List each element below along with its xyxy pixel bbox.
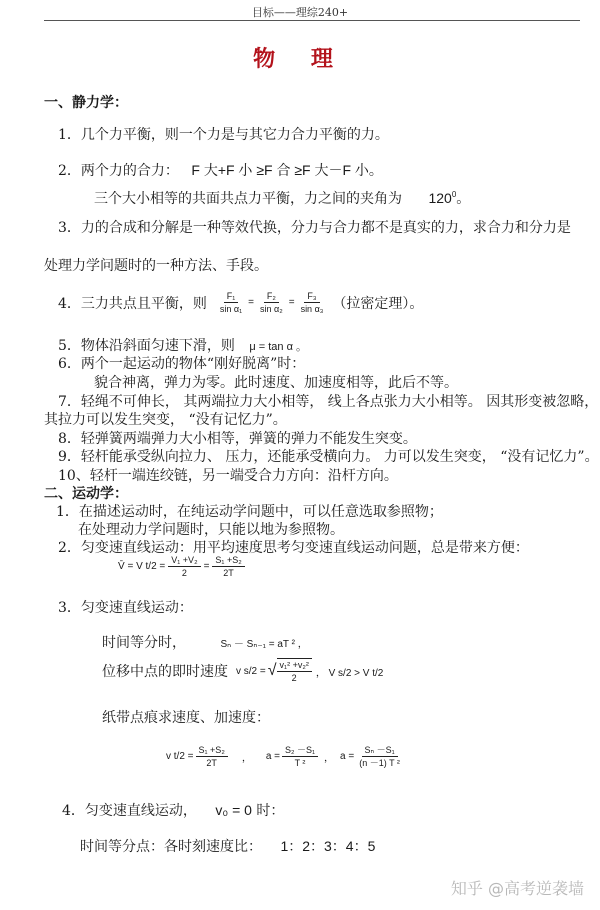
midpoint-rhs: ， V s/2 > V t/2 (315, 667, 384, 679)
avg-velocity-frac-1 (168, 554, 200, 579)
kinematics-item-1: 1．在描述运动时，在纯运动学问题中，可以任意选取参照物； (56, 504, 443, 520)
frac-num: S₂ －S₁ (282, 744, 318, 757)
separator: ， (241, 753, 252, 764)
watermark: 知乎 @高考逆袭墙 (450, 879, 584, 898)
frac-den: T ² (294, 758, 306, 768)
header-divider (44, 20, 580, 21)
lami-num-1: F₁ (224, 290, 239, 303)
statics-item-7-cont: 其拉力可以发生突变， “没有记忆力”。 (44, 412, 287, 428)
velocity-ratio-line (80, 836, 375, 856)
kinematics-item-2: 2．匀变速直线运动：用平均速度思考匀变速直线运动问题，总是带来方便： (58, 540, 529, 556)
tape-a2-lhs: a = (340, 751, 355, 762)
frac-den: 2 (291, 673, 297, 683)
statics-item-8: 8．轻弹簧两端弹力大小相等，弹簧的弹力不能发生突变。 (58, 431, 417, 447)
section-heading-statics: 一、静力学： (44, 95, 128, 111)
page-title: 物 理 (253, 46, 347, 72)
equal-time-formula: Sₙ － Sₙ₋₁ = aT ² ， (220, 639, 308, 650)
tape-label: 纸带点痕求速度、加速度： (102, 710, 270, 726)
resultant-inequality: F 大+F 小 ≥F 合 ≥F 大－F 小。 (191, 162, 383, 178)
tape-formulas (166, 744, 403, 769)
statics-item-3: 3．力的合成和分解是一种等效代换，分力与合力都不是真实的力，求合力和分力是 (58, 220, 571, 236)
kinematics-item-1-cont: 在处理动力学问题时，只能以地为参照物。 (78, 522, 344, 538)
lami-fraction-1 (217, 290, 245, 315)
sqrt-icon: √ (267, 662, 277, 679)
statics-item-4 (58, 290, 423, 315)
statics-item-1: 1．几个力平衡，则一个力是与其它力合力平衡的力。 (58, 127, 389, 143)
angle-value: 120 (428, 190, 452, 206)
lami-fraction-2 (257, 290, 286, 315)
incline-text: 5．物体沿斜面匀速下滑，则 (58, 338, 235, 354)
lami-label: 4．三力共点且平衡，则 (58, 295, 207, 312)
midpoint-velocity-label: 位移中点的即时速度 (102, 664, 228, 680)
statics-item-9: 9．轻杆能承受纵向拉力、 压力，还能承受横向力。 力可以发生突变， “没有记忆力”。 (58, 449, 599, 465)
statics-item-5 (58, 335, 307, 355)
tape-frac-3 (356, 744, 403, 769)
frac-num: S₁ +S₂ (212, 554, 244, 567)
lami-num-2: F₂ (264, 290, 279, 303)
lami-num-3: F₃ (304, 290, 319, 303)
avg-velocity-lhs: V̄ = V t/2 = (118, 561, 166, 572)
midpoint-lhs: v s/2 = (236, 665, 266, 677)
avg-velocity-frac-2 (212, 554, 244, 579)
tape-a1-lhs: a = (265, 751, 280, 762)
lami-den-3: sin α₃ (300, 304, 324, 314)
statics-item-10: 10、轻杆一端连绞链，另一端受合力方向：沿杆方向。 (58, 468, 398, 484)
section-heading-kinematics: 二、运动学： (44, 486, 128, 502)
average-velocity-formula (118, 554, 245, 579)
frac-den: (n －1) T ² (359, 758, 400, 768)
mu-formula: μ = tan α 。 (249, 341, 308, 353)
statics-item-2-note (94, 188, 470, 208)
statics-item-6-detail: 貌合神离，弹力为零。此时速度、加速度相等，此后不等。 (94, 375, 458, 391)
tape-v-lhs: v t/2 = (166, 751, 194, 762)
statics-item-3-cont: 处理力学问题时的一种方法、手段。 (44, 258, 268, 274)
item-4-label: 4．匀变速直线运动， (62, 803, 197, 819)
velocity-ratio-value: 1：2：3：4：5 (280, 838, 376, 854)
equal-time-line (102, 632, 308, 652)
equals-sign: = (248, 297, 255, 308)
midpoint-velocity-line (102, 658, 383, 684)
angle-end: 。 (456, 191, 471, 207)
lami-theorem-label: （拉密定理）。 (332, 295, 424, 312)
lami-den-2: sin α₂ (260, 304, 283, 314)
frac-den: 2T (223, 568, 234, 578)
equals-sign: = (288, 297, 295, 308)
tape-frac-2 (282, 744, 318, 769)
frac-num: v₁² +v₂² (277, 658, 312, 672)
statics-item-2 (58, 160, 383, 180)
equals-sign: = (203, 561, 210, 572)
equal-forces-text: 三个大小相等的共面共点力平衡，力之间的夹角为 (94, 191, 402, 207)
statics-item-7: 7．轻绳不可伸长， 其两端拉力大小相等， 线上各点张力大小相等。 因其形变被忽略， (58, 394, 599, 410)
statics-item-6: 6．两个一起运动的物体“刚好脱离”时： (58, 356, 306, 372)
frac-num: S₁ +S₂ (196, 744, 228, 757)
kinematics-item-4 (62, 800, 284, 820)
lami-den-1: sin α₁ (219, 304, 243, 314)
equal-time-label: 时间等分时， (102, 635, 186, 651)
frac-den: 2T (206, 758, 217, 768)
tape-frac-1 (196, 744, 228, 769)
statics-item-2-label: 2．两个力的合力： (58, 163, 179, 179)
frac-num: V₁ +V₂ (168, 554, 200, 567)
velocity-ratio-label: 时间等分点：各时刻速度比： (80, 839, 262, 855)
lami-fraction-3 (298, 290, 327, 315)
v0-formula: v₀ = 0 (215, 802, 252, 818)
kinematics-item-3: 3．匀变速直线运动： (58, 600, 193, 616)
item-4-suffix: 时： (256, 803, 285, 819)
separator: ， (324, 753, 335, 764)
frac-den: 2 (181, 568, 187, 578)
frac-num: Sₙ －S₁ (362, 744, 398, 757)
page-header: 目标——理综240+ (251, 6, 349, 19)
midpoint-frac (277, 658, 312, 684)
degree-mark: 0 (451, 190, 457, 199)
